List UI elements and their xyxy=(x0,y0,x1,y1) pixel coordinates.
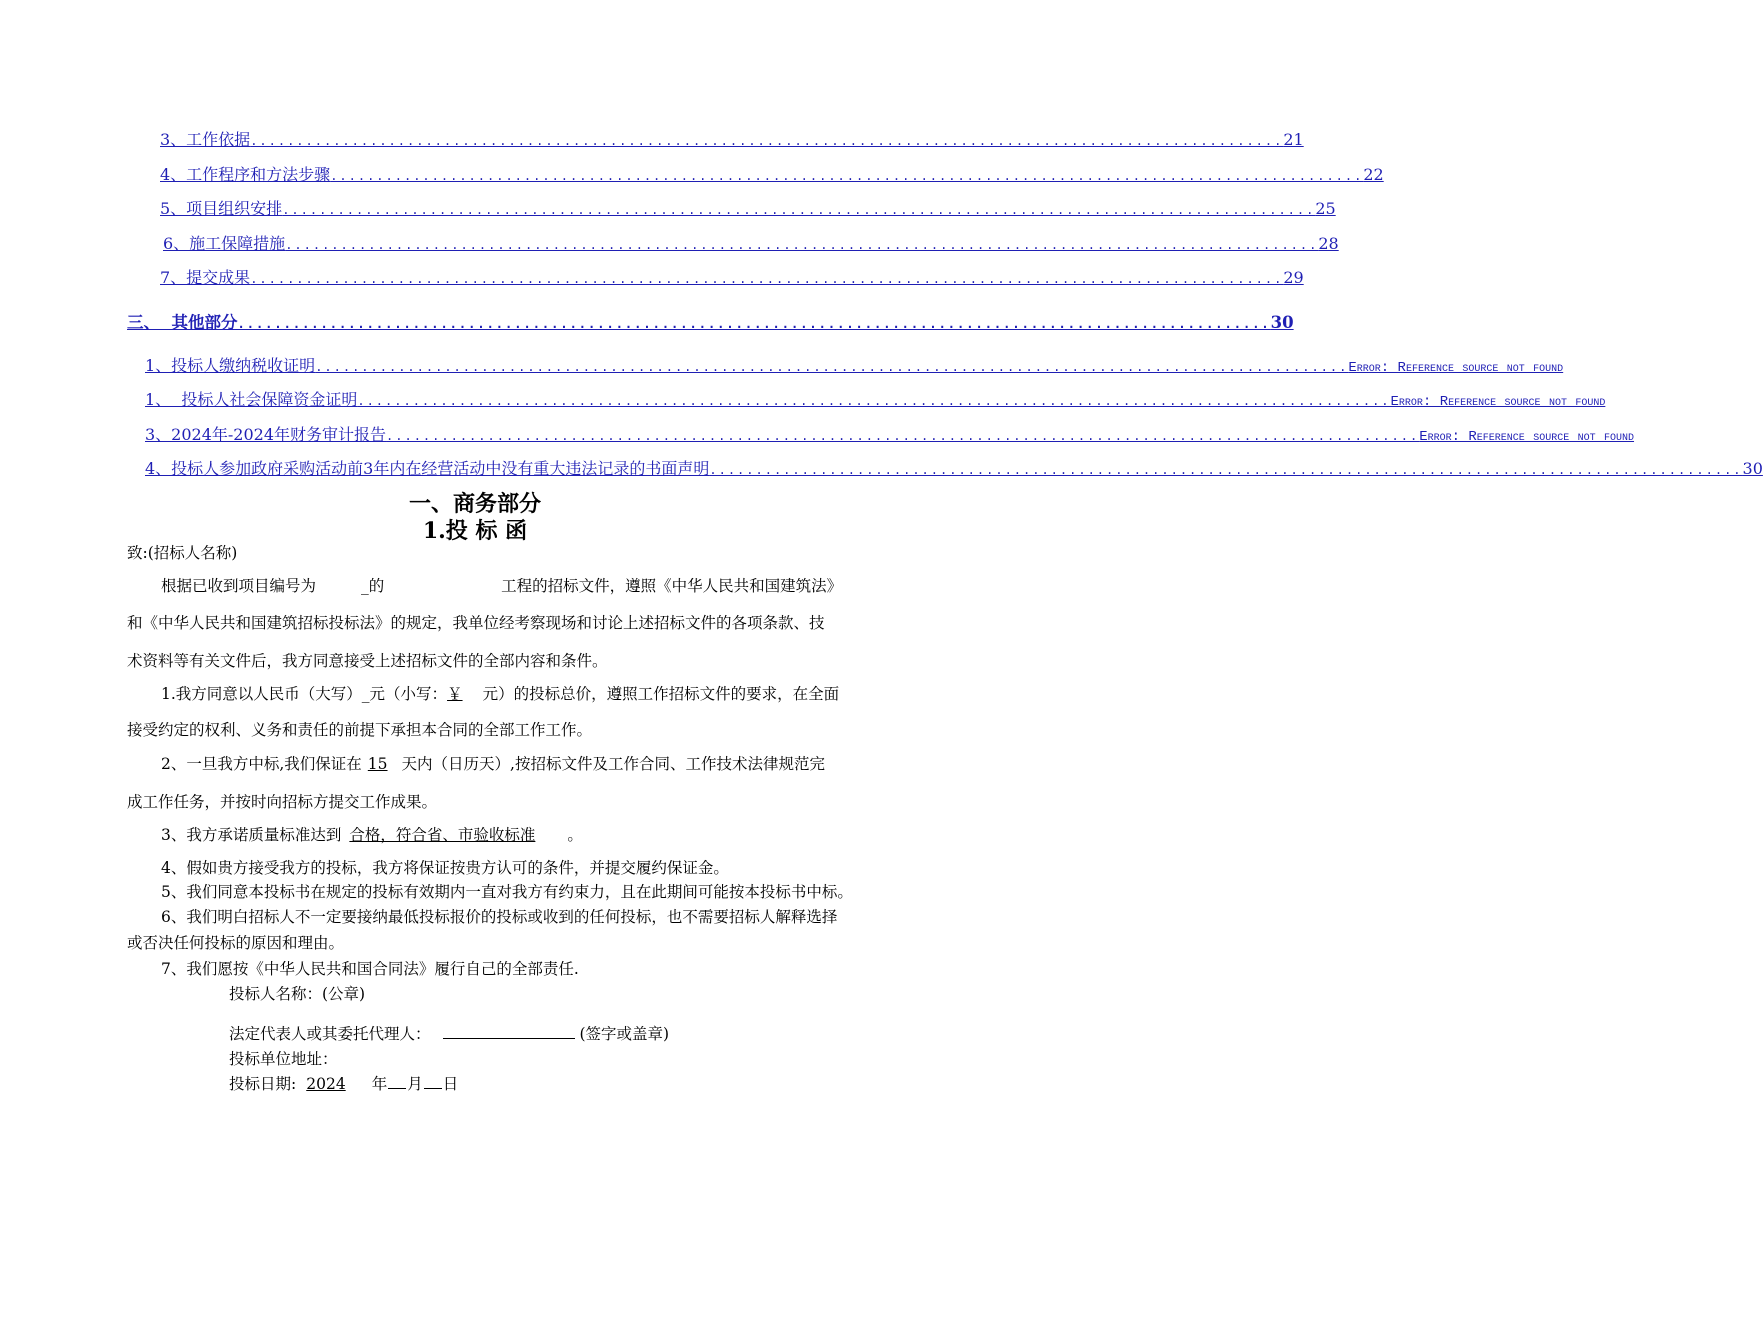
toc-entry-label: 4、工作程序和方法步骤 xyxy=(160,165,331,184)
toc-entry-label: 1、 投标人社会保障资金证明 xyxy=(145,390,358,409)
toc-section-entry[interactable] xyxy=(127,309,1294,333)
toc-entry[interactable] xyxy=(145,387,1606,410)
toc-leader-dots: ................................................................................................................ xyxy=(250,272,1284,286)
bid-date-line xyxy=(229,1072,458,1094)
bid-date-label: 投标日期: xyxy=(229,1075,297,1093)
toc-entry[interactable] xyxy=(163,231,1339,254)
project-number-blank: _的 xyxy=(360,577,385,595)
clause-4: 4、假如贵方接受我方的投标，我方将保证按贵方认可的条件，并提交履约保证金。 xyxy=(161,859,729,877)
toc-entry[interactable] xyxy=(145,456,1763,479)
clause-2-line1 xyxy=(161,752,825,774)
clause-1-line1 xyxy=(161,682,839,704)
legal-representative-label: 法定代表人或其委托代理人： xyxy=(229,1025,431,1043)
toc-entry-label: 1、投标人缴纳税收证明 xyxy=(145,356,316,375)
toc-entry-label: 3、工作依据 xyxy=(160,130,251,149)
toc-entry[interactable] xyxy=(160,127,1304,150)
toc-entry-page: 22 xyxy=(1363,165,1384,184)
bidder-address-line: 投标单位地址： xyxy=(229,1050,338,1068)
legal-representative-line xyxy=(229,1022,669,1044)
toc-entry-page: 28 xyxy=(1318,234,1339,253)
clause-1-text-b: 元）的投标总价，遵照工作招标文件的要求，在全面 xyxy=(482,685,840,703)
toc-leader-dots: ................................................................................................................ xyxy=(282,203,1316,217)
toc-leader-dots: ................................................................................................................ xyxy=(386,429,1420,443)
toc-leader-dots: ................................................................................................................ xyxy=(285,238,1319,252)
toc-entry-label: 7、提交成果 xyxy=(160,268,251,287)
intro-text-a: 根据已收到项目编号为 xyxy=(161,577,317,595)
clause-2-text-b: 天内（日历天）,按招标文件及工作合同、工作技术法律规范完 xyxy=(401,755,825,773)
toc-entry[interactable] xyxy=(160,196,1336,219)
clause-6-line2: 或否决任何投标的原因和理由。 xyxy=(127,934,345,952)
toc-reference-error: Error: Reference source not found xyxy=(1419,429,1635,445)
letter-title: 1.投 标 函 xyxy=(422,518,528,544)
bidder-name-line: 投标人名称：(公章) xyxy=(229,985,366,1003)
signature-note: (签字或盖章) xyxy=(579,1025,670,1043)
toc-entry-page: 30 xyxy=(1270,313,1294,332)
clause-3-text-a: 3、我方承诺质量标准达到 xyxy=(161,826,342,844)
paragraph-intro-line3: 术资料等有关文件后，我方同意接受上述招标文件的全部内容和条件。 xyxy=(127,652,608,670)
toc-entry[interactable] xyxy=(160,265,1304,288)
toc-entry[interactable] xyxy=(160,162,1384,185)
bid-date-year: 2024 xyxy=(306,1075,346,1093)
toc-entry-page: 21 xyxy=(1283,130,1304,149)
clause-5: 5、我们同意本投标书在规定的投标有效期内一直对我方有约束力，且在此期间可能按本投标书中标。 xyxy=(161,883,853,901)
toc-entry-label: 三、 其他部分 xyxy=(127,313,238,332)
day-blank[interactable] xyxy=(424,1074,442,1089)
addressee-line: 致:(招标人名称) xyxy=(127,544,238,562)
toc-leader-dots: ................................................................................................................ xyxy=(250,134,1284,148)
toc-entry[interactable] xyxy=(145,422,1635,445)
quality-standard-value: 合格，符合省、市验收标准 xyxy=(349,826,536,844)
month-label: 月 xyxy=(407,1075,423,1093)
intro-text-c: 工程的招标文件，遵照《中华人民共和国建筑法》 xyxy=(501,577,843,595)
toc-leader-dots: ................................................................................................................ xyxy=(237,317,1271,331)
toc-entry-label: 6、施工保障措施 xyxy=(163,234,286,253)
section-title: 一、商务部分 xyxy=(408,491,541,517)
toc-leader-dots: ................................................................................................................ xyxy=(330,169,1364,183)
toc-entry-page: 25 xyxy=(1315,199,1336,218)
toc-reference-error: Error: Reference source not found xyxy=(1390,394,1606,410)
clause-7: 7、我们愿按《中华人民共和国合同法》履行自己的全部责任. xyxy=(161,960,579,978)
clause-2-line2: 成工作任务，并按时向招标方提交工作成果。 xyxy=(127,793,438,811)
clause-2-text-a: 2、一旦我方中标,我们保证在 xyxy=(161,755,362,773)
paragraph-intro-line2: 和《中华人民共和国建筑招标投标法》的规定，我单位经考察现场和讨论上述招标文件的各项条款、技 xyxy=(127,614,825,632)
clause-3 xyxy=(161,823,583,845)
year-label: 年 xyxy=(371,1075,388,1093)
duration-days-value: 15 xyxy=(367,755,388,773)
clause-3-text-b: 。 xyxy=(567,826,583,844)
price-lowercase-blank: ￥ xyxy=(447,685,463,703)
day-label: 日 xyxy=(442,1075,459,1093)
toc-entry-label: 3、2024年-2024年财务审计报告 xyxy=(145,425,387,444)
toc-leader-dots: ................................................................................................................ xyxy=(709,463,1743,477)
toc-entry-label: 4、投标人参加政府采购活动前3年内在经营活动中没有重大违法记录的书面声明 xyxy=(145,459,710,478)
toc-leader-dots: ................................................................................................................ xyxy=(357,394,1391,408)
clause-6-line1: 6、我们明白招标人不一定要接纳最低投标报价的投标或收到的任何投标，也不需要招标人解释选择 xyxy=(161,908,838,926)
toc-reference-error: Error: Reference source not found xyxy=(1348,360,1564,376)
month-blank[interactable] xyxy=(388,1074,406,1089)
toc-entry-label: 5、项目组织安排 xyxy=(160,199,283,218)
clause-1-line2: 接受约定的权利、义务和责任的前提下承担本合同的全部工作工作。 xyxy=(127,721,593,739)
toc-entry-page: 29 xyxy=(1283,268,1304,287)
toc-entry-page: 30 xyxy=(1742,459,1763,478)
toc-entry[interactable] xyxy=(145,353,1564,376)
paragraph-intro-line1 xyxy=(161,574,842,596)
toc-leader-dots: ................................................................................................................ xyxy=(315,360,1349,374)
clause-1-text-a: 1.我方同意以人民币（大写）_元（小写： xyxy=(161,685,448,703)
signature-blank[interactable] xyxy=(443,1024,575,1039)
